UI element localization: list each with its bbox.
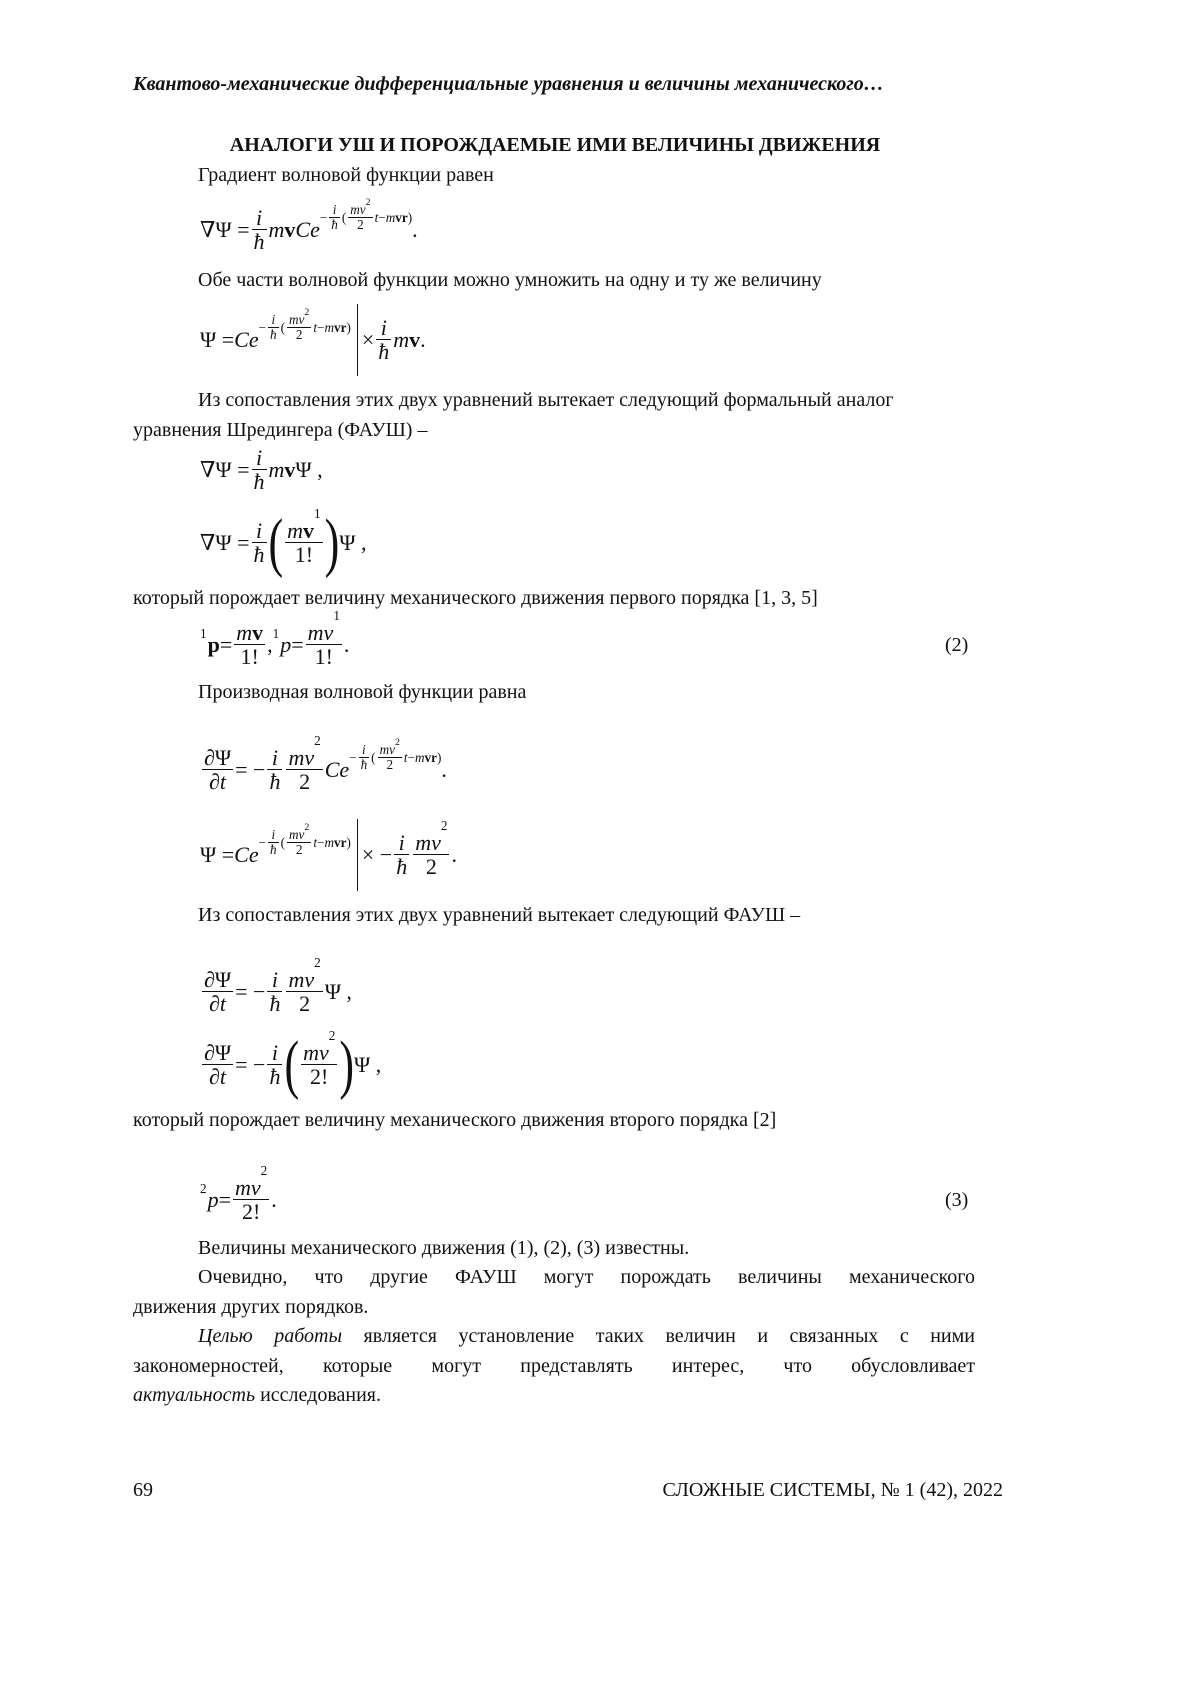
math-vector: vr — [395, 210, 408, 226]
math-symbol: mv — [235, 1174, 261, 1200]
paragraph: который порождает величину механического движения второго порядка [2] — [133, 1109, 777, 1131]
math-symbol: t — [219, 1063, 227, 1089]
math-text: 2 — [365, 196, 371, 208]
math-vector: v — [252, 619, 264, 645]
math-fraction — [202, 746, 233, 794]
math-vector: v — [284, 217, 296, 242]
text-line — [133, 1322, 975, 1352]
math-text: − — [258, 835, 267, 851]
math-symbol: mv — [307, 619, 334, 645]
paragraph: Величины механического движения (1), (2), (3) известны. — [198, 1237, 690, 1259]
math-exponent — [304, 823, 309, 833]
math-vector: p — [207, 632, 220, 657]
paragraph: который порождает величину механического движения первого порядка [1, 3, 5] — [133, 587, 818, 609]
math-exponent — [304, 308, 309, 318]
math-symbol: i — [255, 204, 263, 230]
math-exponent — [366, 198, 371, 208]
math-text: ( — [371, 750, 376, 766]
math-symbol: i — [380, 314, 387, 340]
math-text: Ψ , — [295, 457, 323, 482]
fraction-denominator — [285, 543, 322, 567]
math-text: . — [420, 327, 426, 352]
math-exponent — [319, 196, 413, 233]
math-text: = — [219, 632, 233, 657]
left-paren: ( — [268, 505, 284, 579]
math-fraction — [287, 306, 311, 343]
fraction-denominator — [267, 770, 282, 794]
fraction-denominator — [267, 992, 282, 1016]
fraction-denominator — [348, 218, 372, 233]
equation-number: (3) — [945, 1189, 969, 1211]
math-symbol: m — [268, 457, 285, 482]
math-symbol: i — [271, 1039, 278, 1065]
math-symbol: i — [255, 517, 263, 543]
math-text: − — [378, 210, 386, 226]
fraction-numerator — [202, 968, 233, 992]
math-exponent — [261, 1164, 268, 1178]
math-vector: v — [409, 327, 421, 352]
paragraph: Обе части волновой функции можно умножить на одну и ту же величину — [198, 269, 822, 291]
math-fraction — [329, 203, 340, 232]
math-symbol: ħ — [269, 990, 281, 1016]
running-header: Квантово-механические дифференциальные уравнения и величины механического… — [133, 73, 884, 95]
math-symbol: t — [313, 320, 318, 336]
math-fraction — [267, 1041, 282, 1089]
fraction-numerator — [202, 1041, 233, 1065]
fraction-numerator — [413, 817, 449, 855]
math-text: × − — [361, 842, 393, 867]
math-text: ) — [346, 835, 351, 851]
math-text: ∂ — [209, 990, 220, 1016]
math-text: 2 — [260, 1162, 268, 1178]
fraction-denominator — [301, 1065, 337, 1089]
left-paren: ( — [284, 1027, 300, 1101]
math-symbol: i — [271, 827, 276, 843]
text-line: Очевидно, что другие ФАУШ могут порождать величины механического — [198, 1266, 975, 1288]
equation — [200, 815, 457, 895]
math-text: , — [267, 632, 273, 657]
math-text: ∂Ψ — [204, 744, 232, 770]
math-text: 2 — [299, 768, 311, 794]
math-fraction — [233, 1162, 269, 1224]
math-text: ( — [280, 320, 286, 336]
fraction-numerator — [267, 968, 282, 992]
fraction-numerator — [286, 732, 322, 770]
math-symbol: i — [271, 966, 278, 992]
fraction-numerator — [252, 206, 267, 230]
fraction-denominator — [252, 543, 267, 567]
math-text: ∇Ψ = — [200, 530, 250, 555]
fraction-denominator — [287, 843, 311, 858]
math-text: 1! — [294, 541, 314, 567]
math-symbol: m — [393, 327, 410, 352]
math-text: = − — [235, 979, 266, 1004]
math-symbol: i — [271, 744, 278, 770]
fraction-numerator — [378, 736, 402, 758]
math-text: 2 — [314, 732, 321, 748]
math-fraction — [267, 746, 282, 794]
equation-number: (2) — [945, 634, 969, 656]
equation — [200, 605, 349, 685]
math-fraction — [202, 1041, 233, 1089]
math-symbol: ħ — [360, 757, 368, 773]
math-text: 2 — [295, 327, 303, 343]
math-fraction — [359, 743, 370, 772]
text-line — [133, 1381, 975, 1411]
math-fraction — [286, 732, 322, 794]
math-exponent — [314, 956, 321, 970]
right-paren: ) — [339, 1027, 354, 1101]
math-text: 2 — [386, 757, 394, 773]
math-symbol: m — [287, 517, 304, 543]
math-text: . — [343, 632, 350, 657]
math-symbol: p — [280, 632, 292, 657]
math-text: − — [349, 750, 357, 766]
math-text: − — [407, 750, 416, 766]
math-symbol: ħ — [396, 853, 408, 879]
math-symbol: m — [324, 320, 334, 336]
math-vector: vr — [424, 750, 437, 766]
math-fraction — [301, 1027, 337, 1089]
equation — [200, 430, 323, 510]
math-symbol: i — [271, 312, 276, 328]
math-fraction — [285, 505, 322, 567]
math-fraction — [252, 206, 267, 254]
fraction-numerator — [394, 831, 409, 855]
math-exponent — [258, 821, 351, 858]
math-text: 2 — [299, 990, 311, 1016]
math-symbol: ħ — [269, 768, 281, 794]
math-parenthesized — [268, 505, 340, 579]
math-text: 2 — [295, 842, 303, 858]
text-line: движения других порядков. — [133, 1295, 369, 1318]
fraction-denominator — [413, 855, 449, 879]
math-text: − — [317, 320, 325, 336]
fraction-numerator — [286, 954, 322, 992]
math-symbol: mv — [379, 742, 395, 758]
math-symbol: ħ — [331, 217, 338, 233]
math-symbol: i — [332, 202, 337, 218]
math-prescript: 2 — [200, 1181, 207, 1197]
fraction-denominator — [306, 645, 342, 669]
math-text: ∂ — [209, 1063, 220, 1089]
math-vector: vr — [334, 320, 347, 336]
math-parenthesized — [284, 1027, 354, 1101]
fraction-numerator — [267, 746, 282, 770]
math-text: Ψ = — [200, 327, 235, 352]
text-line: закономерностей, которые могут представлять интерес, что обусловливает — [133, 1354, 975, 1377]
fraction-numerator — [329, 203, 340, 218]
math-symbol: ħ — [253, 468, 265, 494]
math-text: 2 — [304, 306, 310, 318]
fraction-denominator — [267, 1065, 282, 1089]
math-fraction — [202, 968, 233, 1016]
fraction-numerator — [233, 1162, 269, 1200]
equation — [200, 730, 447, 810]
math-vector: v — [284, 457, 296, 482]
math-symbol: mv — [289, 312, 305, 328]
fraction-denominator — [394, 855, 409, 879]
math-text: 2 — [314, 954, 321, 970]
math-fraction — [287, 821, 311, 858]
math-symbol: t — [219, 768, 227, 794]
math-text: 2! — [310, 1063, 329, 1089]
text: исследования. — [255, 1384, 381, 1406]
math-text: . — [412, 217, 418, 242]
math-symbol: ħ — [253, 228, 265, 254]
math-text: ∇Ψ = — [200, 457, 250, 482]
math-symbol: Ce — [234, 327, 259, 352]
math-fraction — [348, 196, 372, 233]
math-exponent — [329, 1029, 336, 1043]
fraction-denominator — [252, 470, 267, 494]
fraction-numerator — [359, 743, 370, 758]
fraction-denominator — [286, 992, 322, 1016]
math-symbol: m — [385, 210, 396, 226]
math-symbol: mv — [288, 966, 315, 992]
fraction-denominator — [202, 992, 233, 1016]
math-symbol: mv — [350, 202, 366, 218]
math-text: ( — [341, 210, 347, 226]
math-symbol: t — [374, 210, 379, 226]
math-fraction — [376, 316, 391, 364]
math-fraction — [252, 446, 267, 494]
math-text: 2 — [440, 817, 448, 833]
substitution-bar — [357, 819, 358, 891]
fraction-denominator — [202, 770, 233, 794]
paragraph-goal — [133, 1322, 975, 1411]
math-text: ∂Ψ — [204, 1039, 232, 1065]
math-text: = − — [235, 1052, 266, 1077]
substitution-bar — [357, 304, 358, 376]
fraction-numerator — [285, 505, 322, 543]
math-exponent — [441, 819, 448, 833]
math-text: . — [441, 757, 447, 782]
fraction-numerator — [301, 1027, 337, 1065]
math-symbol: ħ — [270, 327, 277, 343]
fraction-numerator — [306, 607, 342, 645]
math-text: ( — [280, 835, 286, 851]
paragraph: Из сопоставления этих двух уравнений вытекает следующий ФАУШ – — [198, 904, 801, 926]
math-text: − — [317, 835, 325, 851]
math-text: = — [218, 1187, 232, 1212]
math-symbol: mv — [288, 744, 315, 770]
math-text: 1 — [314, 505, 321, 521]
equation — [200, 1160, 277, 1240]
math-symbol: p — [207, 1187, 219, 1212]
fraction-numerator — [348, 196, 372, 218]
math-vector: vr — [334, 835, 347, 851]
math-fraction — [286, 954, 322, 1016]
math-symbol: i — [362, 742, 366, 758]
paragraph: Градиент волновой функции равен — [198, 164, 494, 186]
math-text: 1 — [333, 607, 340, 623]
paragraph: уравнения Шредингера (ФАУШ) – — [133, 419, 428, 441]
text: является установление таких величин и связанных с ними — [342, 1325, 975, 1347]
math-prescript: 1 — [200, 626, 207, 642]
fraction-denominator — [202, 1065, 233, 1089]
math-text: ) — [437, 750, 442, 766]
math-symbol: mv — [415, 829, 441, 855]
fraction-numerator — [287, 821, 311, 843]
fraction-numerator — [234, 621, 265, 645]
math-exponent — [258, 306, 351, 343]
math-fraction — [234, 621, 265, 669]
equation — [200, 1025, 381, 1105]
emphasis: Целью работы — [198, 1325, 343, 1347]
math-text: Ψ , — [339, 530, 367, 555]
fraction-denominator — [329, 218, 340, 233]
equation — [200, 952, 352, 1032]
paragraph: Из сопоставления этих двух уравнений вытекает следующий формальный аналог — [198, 389, 894, 411]
math-exponent — [333, 609, 340, 623]
math-symbol: t — [403, 750, 408, 766]
math-text: ∂ — [209, 768, 220, 794]
math-text: − — [319, 210, 328, 226]
math-symbol: mv — [303, 1039, 329, 1065]
math-text: . — [451, 842, 457, 867]
math-symbol: mv — [289, 827, 305, 843]
fraction-numerator — [252, 519, 267, 543]
math-fraction — [378, 736, 402, 773]
math-text: ∇Ψ = — [200, 217, 250, 242]
math-fraction — [268, 828, 279, 857]
fraction-numerator — [287, 306, 311, 328]
math-text: 1! — [314, 643, 333, 669]
math-symbol: i — [255, 444, 263, 470]
math-fraction — [306, 607, 342, 669]
fraction-denominator — [359, 758, 370, 773]
math-symbol: Ce — [234, 842, 259, 867]
math-vector: v — [303, 517, 315, 543]
math-text: 2 — [328, 1027, 336, 1043]
math-symbol: m — [268, 217, 285, 242]
fraction-numerator — [252, 446, 267, 470]
math-fraction — [394, 831, 409, 879]
fraction-denominator — [252, 230, 267, 254]
fraction-numerator — [268, 313, 279, 328]
fraction-numerator — [202, 746, 233, 770]
math-text: = − — [235, 757, 266, 782]
emphasis: актуальность — [133, 1384, 256, 1406]
math-symbol: Ce — [324, 757, 350, 782]
fraction-denominator — [234, 645, 265, 669]
paragraph: Производная волновой функции равна — [198, 681, 527, 703]
math-text: ∂Ψ — [204, 966, 232, 992]
math-text: Ψ , — [354, 1052, 382, 1077]
math-text: × — [361, 327, 375, 352]
math-symbol: Ce — [295, 217, 320, 242]
fraction-numerator — [268, 828, 279, 843]
math-exponent — [395, 738, 400, 748]
paragraph-other-orders — [133, 1263, 975, 1322]
math-text: Ψ = — [200, 842, 235, 867]
section-title: АНАЛОГИ УШ И ПОРОЖДАЕМЫЕ ИМИ ВЕЛИЧИНЫ ДВИЖЕНИЯ — [229, 134, 881, 156]
math-text: 2 — [425, 853, 437, 879]
fraction-denominator — [287, 328, 311, 343]
math-symbol: m — [236, 619, 253, 645]
journal-name: СЛОЖНЫЕ СИСТЕМЫ, № 1 (42), 2022 — [662, 1479, 1003, 1501]
math-fraction — [252, 519, 267, 567]
fraction-denominator — [378, 758, 402, 773]
math-text: ) — [346, 320, 351, 336]
math-fraction — [267, 968, 282, 1016]
math-text: 2 — [304, 821, 310, 833]
math-prescript: 1 — [272, 626, 280, 642]
math-text: 1! — [240, 643, 259, 669]
equation — [200, 503, 367, 583]
math-text: − — [258, 320, 267, 336]
math-symbol: ħ — [378, 338, 390, 364]
math-text: = — [291, 632, 304, 657]
math-text: . — [271, 1187, 277, 1212]
math-exponent — [314, 507, 321, 521]
math-text: Ψ , — [324, 979, 352, 1004]
math-symbol: i — [398, 829, 405, 855]
math-text: 2! — [241, 1198, 261, 1224]
page-number: 69 — [133, 1479, 153, 1501]
math-symbol: t — [219, 990, 227, 1016]
fraction-denominator — [268, 843, 279, 858]
math-symbol: m — [415, 750, 425, 766]
equation — [200, 300, 426, 380]
fraction-numerator — [376, 316, 391, 340]
math-symbol: m — [324, 835, 334, 851]
right-paren: ) — [324, 505, 340, 579]
fraction-numerator — [267, 1041, 282, 1065]
math-exponent — [349, 736, 442, 773]
math-exponent — [314, 734, 321, 748]
math-text: 2 — [394, 736, 400, 748]
fraction-denominator — [268, 328, 279, 343]
math-symbol: t — [313, 835, 318, 851]
math-symbol: ħ — [270, 842, 277, 858]
equation — [200, 190, 418, 270]
math-fraction — [268, 313, 279, 342]
fraction-denominator — [233, 1200, 269, 1224]
math-symbol: ħ — [269, 1063, 281, 1089]
fraction-denominator — [376, 340, 391, 364]
math-text: 2 — [357, 217, 364, 233]
fraction-denominator — [286, 770, 322, 794]
math-text: ) — [407, 210, 413, 226]
math-fraction — [413, 817, 449, 879]
math-symbol: ħ — [253, 541, 265, 567]
